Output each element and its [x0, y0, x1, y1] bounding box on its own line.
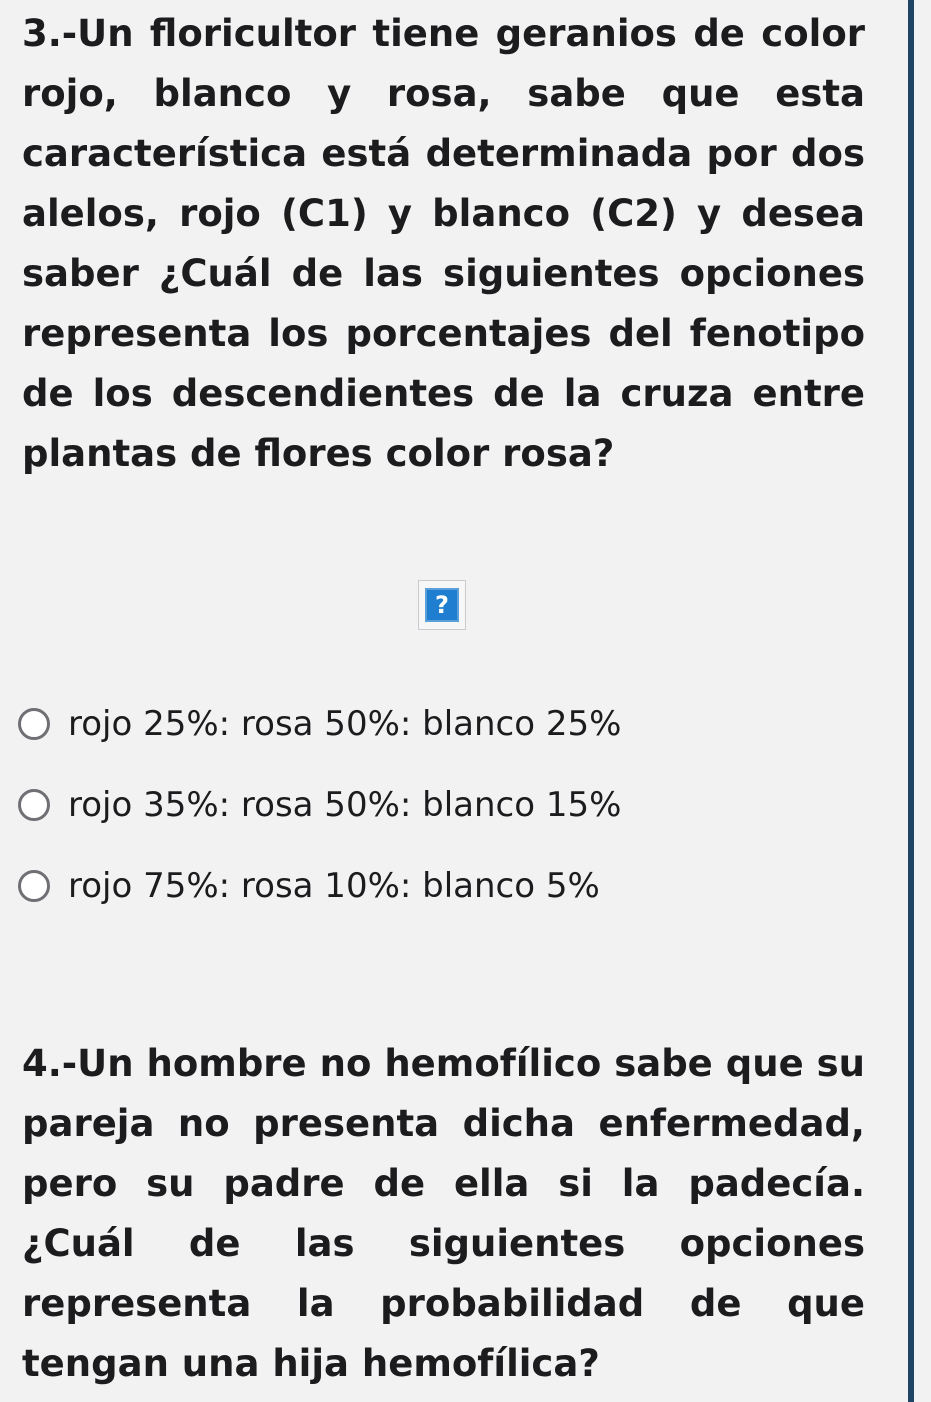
radio-button[interactable]: [18, 870, 50, 902]
option-b-label[interactable]: rojo 35%: rosa 50%: blanco 15%: [68, 785, 622, 825]
question-3-text: 3.-Un floricultor tiene geranios de color rojo, blanco y rosa, sabe que esta característica está determinada por dos alelos, rojo (C1) y blanco (C2) y desea saber ¿Cuál de las siguientes opciones representa los porcentajes del fenotipo de los descendientes de la cruza entre plantas de flores color rosa?: [22, 12, 865, 475]
question-3-options: [18, 694, 878, 937]
help-icon[interactable]: ?: [425, 588, 459, 622]
question-4-text: 4.-Un hombre no hemofílico sabe que su pareja no presenta dicha enfermedad, pero su padre de ella si la padecía. ¿Cuál de las siguientes opciones representa la probabilidad de que tengan una hija hemofílica?: [22, 1042, 865, 1385]
option-c-label[interactable]: rojo 75%: rosa 10%: blanco 5%: [68, 866, 600, 906]
radio-button[interactable]: [18, 708, 50, 740]
question-3: [22, 4, 865, 484]
option-b[interactable]: [18, 775, 878, 835]
option-a-label[interactable]: rojo 25%: rosa 50%: blanco 25%: [68, 704, 622, 744]
help-button-frame[interactable]: [418, 580, 466, 630]
radio-button[interactable]: [18, 789, 50, 821]
option-c[interactable]: [18, 856, 878, 916]
option-a[interactable]: [18, 694, 878, 754]
scroll-position-rule: [908, 0, 914, 1402]
question-4: [22, 1034, 865, 1394]
